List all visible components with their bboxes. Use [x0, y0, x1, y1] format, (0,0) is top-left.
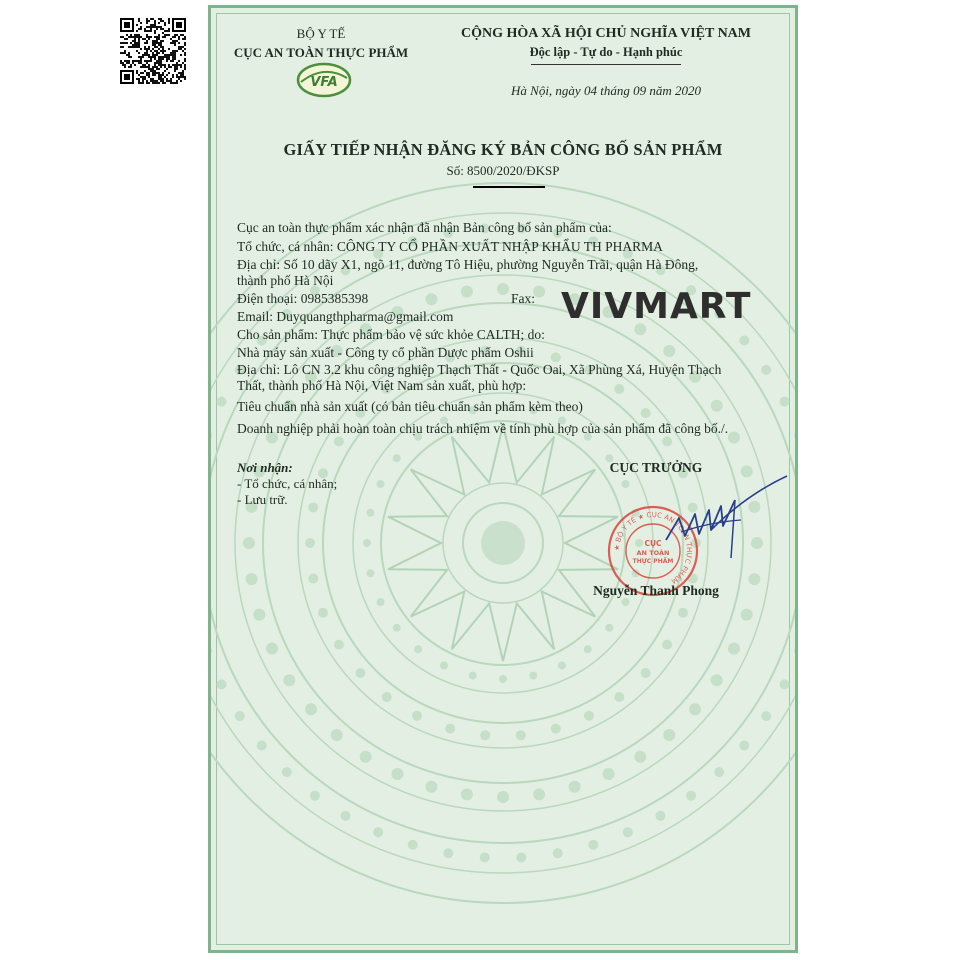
drum-ornament [266, 643, 278, 655]
phone-line: Điện thoại: 0985385398 [237, 291, 369, 306]
svg-text:CỤC: CỤC [644, 539, 662, 548]
drum-ornament [243, 537, 255, 549]
national-motto: Độc lập - Tự do - Hạnh phúc [529, 45, 683, 59]
drum-ornament [217, 397, 227, 407]
address-line-1: Địa chỉ: Số 10 dãy X1, ngõ 11, đường Tô Hiệu, phường Nguyễn Trãi, quận Hà Đông, [237, 257, 699, 272]
document-number: Số: 8500/2020/ĐKSP [446, 163, 560, 178]
drum-ornament [331, 729, 343, 741]
drum-ornament [614, 384, 624, 394]
drum-ornament [603, 768, 615, 780]
drum-ornament [551, 352, 561, 362]
agency-name: CỤC AN TOÀN THỰC PHẨM [233, 45, 409, 60]
drum-ornament [257, 741, 267, 751]
drum-ornament [341, 811, 351, 821]
drum-ornament [393, 454, 401, 462]
vfa-logo [295, 59, 353, 99]
drum-ornament [553, 848, 563, 858]
drum-ornament [794, 430, 795, 440]
drum-ornament [305, 703, 317, 715]
signer-position: CỤC TRƯỞNG [609, 460, 703, 475]
drum-ornament [377, 480, 385, 488]
vfa-logo-text: VFA [310, 75, 338, 90]
svg-text:★ BỘ Y TẾ ★ CỤC AN TOÀN THỰC P: ★ BỘ Y TẾ ★ CỤC AN TOÀN THỰC PHẨM [612, 510, 694, 586]
drum-ornament [728, 643, 740, 655]
drum-ornament [497, 283, 509, 295]
svg-text:AN TOÀN: AN TOÀN [636, 549, 670, 557]
drum-ornament [663, 729, 675, 741]
factory-line: Nhà máy sản xuất - Công ty cổ phần Dược phẩm Oshii [237, 345, 534, 360]
issue-date: Hà Nội, ngày 04 tháng 09 năm 2020 [511, 83, 701, 98]
drum-ornament [366, 569, 374, 577]
drum-ornament [305, 538, 315, 548]
intro-line: Cục an toàn thực phẩm xác nhận đã nhận Bản công bố sản phẩm của: [237, 220, 612, 235]
drum-ornament [780, 679, 790, 689]
drum-ornament [425, 293, 437, 305]
drum-ornament [246, 573, 258, 585]
drum-ornament [308, 574, 318, 584]
fax-line: Fax: [511, 291, 536, 306]
drum-ornament [551, 724, 561, 734]
drum-ornament [634, 751, 646, 763]
drum-ornament [663, 345, 675, 357]
drum-ornament [469, 672, 477, 680]
drum-ornament [499, 675, 507, 683]
drum-ornament [689, 703, 701, 715]
drum-ornament [656, 811, 666, 821]
drum-ornament [584, 645, 592, 653]
drum-ornament [414, 645, 422, 653]
drum-ornament [480, 730, 490, 740]
drum-ornament [584, 711, 594, 721]
drum-ornament [283, 674, 295, 686]
certificate-sheet [208, 5, 798, 953]
drum-ornament [558, 662, 566, 670]
standard-line: Tiêu chuẩn nhà sản xuất (có bản tiêu chuẩn sản phẩm kèm theo) [237, 399, 583, 414]
motto-underline [531, 64, 681, 65]
drum-ornament [623, 827, 633, 837]
email-line: Email: Duyquangthpharma@gmail.com [237, 309, 454, 324]
drum-ornament [741, 609, 753, 621]
factory-address-line-1: Địa chỉ: Lô CN 3.2 khu công nghiệp Thạch Thất - Quốc Oai, Xã Phùng Xá, Huyện Thạch [237, 362, 722, 377]
product-line: Cho sản phẩm: Thực phẩm bảo vệ sức khỏe CALTH; do: [237, 327, 545, 342]
drum-ornament [377, 598, 385, 606]
drum-ornament [497, 791, 509, 803]
drum-ornament [445, 724, 455, 734]
drum-ornament [461, 286, 473, 298]
drum-ornament [412, 711, 422, 721]
drum-ornament [360, 751, 372, 763]
drum-ornament [714, 767, 724, 777]
drum-ornament [363, 539, 371, 547]
drum-ornament [711, 400, 723, 412]
drum-ornament [443, 848, 453, 858]
drum-ornament [728, 432, 740, 444]
recipients-label: Nơi nhận: [237, 460, 293, 475]
drum-ornament [308, 503, 318, 513]
responsibility-line: Doanh nghiệp phải hoàn toàn chịu trách nhiệm về tính phù hợp của sản phẩm đã công bố./. [237, 421, 729, 436]
document-title: GIẤY TIẾP NHẬN ĐĂNG KÝ BẢN CÔNG BỐ SẢN PHẨM [283, 140, 723, 159]
drum-ornament [211, 646, 212, 656]
drum-ornament [605, 624, 613, 632]
drum-ornament [569, 781, 581, 793]
drum-ornament [529, 672, 537, 680]
vivmart-watermark: VIVMART [561, 286, 752, 327]
drum-ornament [614, 692, 624, 702]
drum-ornament [662, 640, 672, 650]
drum-ornament [253, 609, 265, 621]
drum-ornament [588, 840, 598, 850]
drum-ornament [739, 336, 749, 346]
drum-ornament [516, 853, 526, 863]
drum-ornament [461, 788, 473, 800]
ministry-name: BỘ Y TẾ [296, 26, 346, 41]
drum-ornament [761, 711, 771, 721]
drum-ornament [217, 679, 227, 689]
drum-ornament [373, 827, 383, 837]
country-name: CỘNG HÒA XÃ HỘI CHỦ NGHĨA VIỆT NAM [460, 26, 751, 41]
drum-ornament [282, 767, 292, 777]
signer-name: Nguyễn Thanh Phong [593, 583, 719, 598]
drum-ornament [480, 853, 490, 863]
drum-ornament [366, 509, 374, 517]
drum-ornament [211, 430, 212, 440]
drum-ornament [382, 692, 392, 702]
factory-address-line-2: Thất, thành phố Hà Nội, Việt Nam sản xuất, phù hợp: [237, 378, 527, 393]
drum-ornament [334, 640, 344, 650]
drum-ornament [711, 674, 723, 686]
drum-ornament [392, 768, 404, 780]
drum-ornament [516, 730, 526, 740]
drum-ornament [678, 608, 688, 618]
drum-ornament [686, 791, 696, 801]
drum-ornament [641, 668, 651, 678]
address-line-2: thành phố Hà Nội [237, 273, 334, 288]
drum-ornament [310, 791, 320, 801]
drum-ornament [533, 788, 545, 800]
drum-ornament [235, 711, 245, 721]
drum-ornament [739, 741, 749, 751]
drum-ornament [794, 646, 795, 656]
drum-ornament [355, 668, 365, 678]
title-underline [473, 186, 545, 188]
recipient-item: - Tổ chức, cá nhân; [237, 476, 338, 491]
drum-ornament [425, 781, 437, 793]
drum-ornament [318, 608, 328, 618]
drum-ornament [622, 480, 630, 488]
recipient-item: - Lưu trữ. [237, 492, 288, 507]
drum-ornament [334, 436, 344, 446]
drum-ornament [408, 840, 418, 850]
drum-ornament [393, 624, 401, 632]
drum-ornament [662, 436, 672, 446]
handwritten-signature [651, 470, 791, 562]
drum-ornament [641, 408, 651, 418]
organization-line: Tổ chức, cá nhân: CÔNG TY CỔ PHẦN XUẤT NHẬP KHẨU TH PHARMA [237, 239, 663, 254]
drum-ornament [761, 365, 771, 375]
svg-text:THỰC PHẨM: THỰC PHẨM [632, 558, 674, 565]
drum-ornament [780, 397, 790, 407]
qr-code [120, 18, 186, 84]
drum-ornament [440, 662, 448, 670]
